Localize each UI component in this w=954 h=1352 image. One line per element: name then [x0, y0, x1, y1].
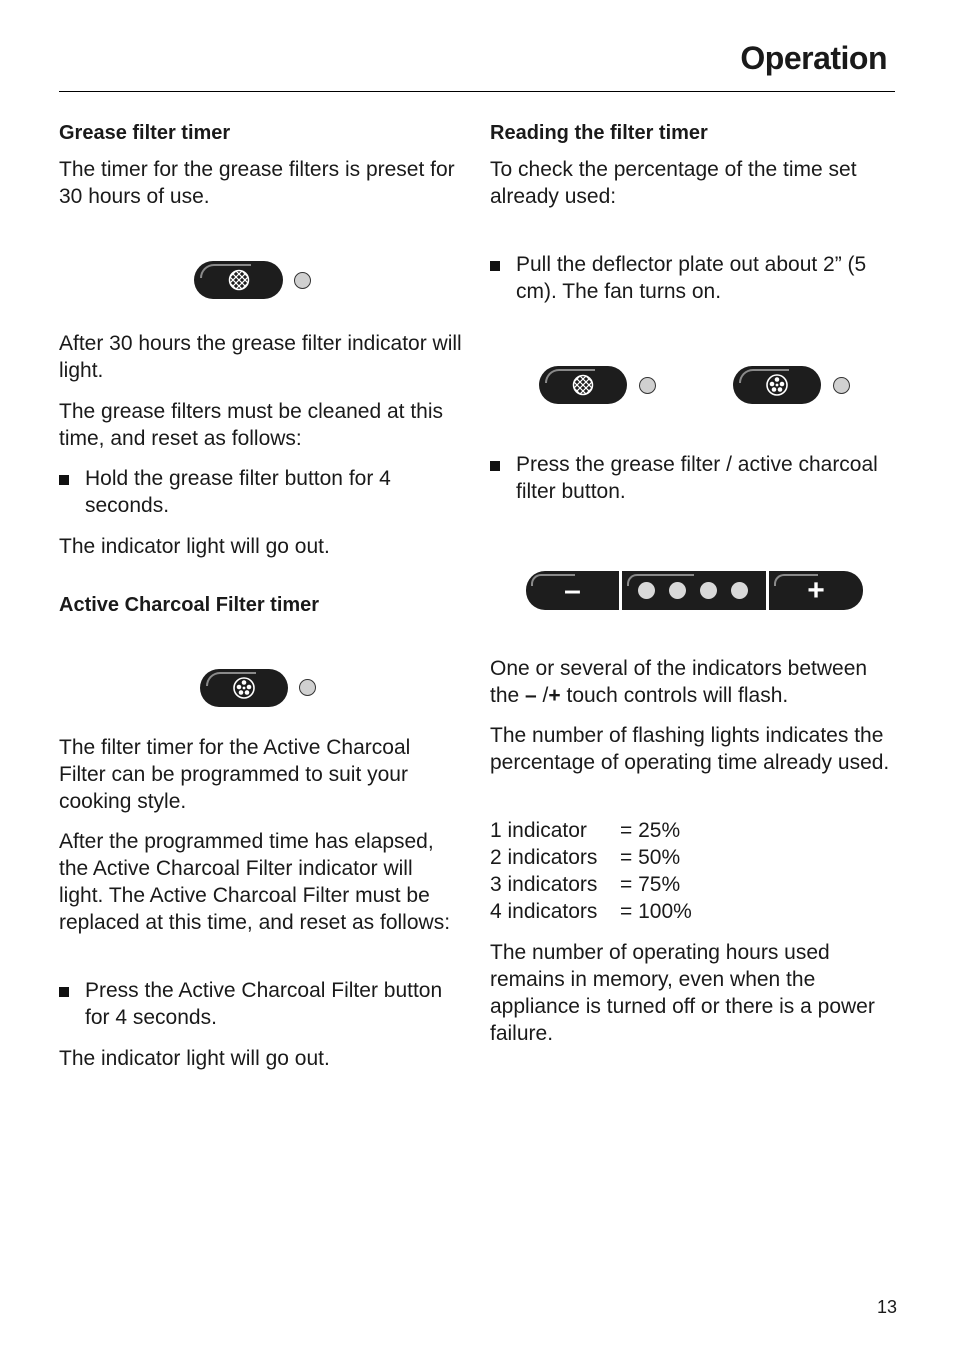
grease-filter-indicator-light — [639, 377, 656, 394]
table-row — [490, 817, 692, 844]
grease-clean-text: The grease filters must be cleaned at this time, and reset as follows: — [59, 400, 444, 450]
grease-filter-icon — [572, 374, 594, 396]
reading-intro-text: To check the percentage of the time set already used: — [490, 158, 857, 208]
grease-after-text: After 30 hours the grease filter indicator will light. — [59, 332, 462, 382]
charcoal-filter-button[interactable] — [200, 669, 288, 707]
percentage-table — [490, 817, 692, 925]
bullet-square-icon — [59, 987, 69, 997]
bullet-square-icon — [490, 261, 500, 271]
flash-text-pre: One or several of the indicators between the — [490, 657, 868, 707]
number-lights-text: The number of flashing lights indicates the percentage of operating time already used. — [490, 724, 890, 774]
table-cell-label: 4 indicators — [490, 900, 598, 923]
deflector-bullet-text: Pull the deflector plate out about 2” (5 cm). The fan turns on. — [516, 253, 867, 303]
table-row — [490, 871, 692, 898]
table-row — [490, 844, 692, 871]
press-button-bullet-item — [490, 451, 906, 505]
grease-filter-icon — [228, 269, 250, 291]
table-cell-label: 2 indicators — [490, 846, 598, 869]
charcoal-filter-indicator-light — [299, 679, 316, 696]
table-cell-value: = 25% — [620, 819, 681, 842]
grease-filter-button[interactable] — [539, 366, 627, 404]
header-rule — [59, 91, 895, 92]
minus-button[interactable] — [526, 571, 619, 610]
flash-sep: / — [536, 684, 549, 707]
flash-plus: + — [548, 684, 561, 707]
charcoal-bullet-text: Press the Active Charcoal Filter button for 4 seconds. — [85, 979, 443, 1029]
plus-button[interactable] — [769, 571, 863, 610]
grease-intro-text: The timer for the grease filters is preset for 30 hours of use. — [59, 158, 455, 208]
flash-minus: – — [525, 684, 537, 707]
table-cell-label: 3 indicators — [490, 873, 598, 896]
table-cell-value: = 75% — [620, 873, 681, 896]
charcoal-filter-indicator-light — [833, 377, 850, 394]
indicator-lights-panel — [622, 571, 766, 610]
charcoal-filter-icon — [765, 373, 789, 397]
charcoal-out-text: The indicator light will go out. — [59, 1047, 330, 1070]
flash-text — [490, 655, 890, 709]
charcoal-bullet-item — [59, 977, 459, 1031]
grease-out-text: The indicator light will go out. — [59, 535, 330, 558]
grease-filter-indicator-light — [294, 272, 311, 289]
grease-bullet-item — [59, 465, 459, 519]
minus-label: – — [564, 574, 581, 607]
grease-filter-heading: Grease filter timer — [59, 122, 231, 144]
charcoal-intro-text: The filter timer for the Active Charcoal Filter can be programmed to suit your cooking style. — [59, 736, 411, 813]
page-number: 13 — [876, 1297, 897, 1317]
table-cell-value: = 50% — [620, 846, 681, 869]
charcoal-filter-heading: Active Charcoal Filter timer — [59, 594, 320, 616]
deflector-bullet-item — [490, 251, 896, 305]
table-cell-value: = 100% — [620, 900, 692, 923]
charcoal-filter-icon — [232, 676, 256, 700]
indicator-dot — [700, 582, 717, 599]
table-row — [490, 898, 692, 925]
memory-text: The number of operating hours used remains in memory, even when the appliance is turned off or there is a power failure. — [490, 941, 875, 1045]
page-title: Operation — [740, 40, 887, 76]
indicator-dot — [669, 582, 686, 599]
grease-bullet-text: Hold the grease filter button for 4 seconds. — [85, 467, 391, 517]
bullet-square-icon — [59, 475, 69, 485]
indicator-dot — [731, 582, 748, 599]
flash-text-post: touch controls will flash. — [560, 684, 789, 707]
table-cell-label: 1 indicator — [490, 819, 587, 842]
bullet-square-icon — [490, 461, 500, 471]
press-button-bullet-text: Press the grease filter / active charcoal filter button. — [516, 453, 878, 503]
reading-timer-heading: Reading the filter timer — [490, 122, 708, 144]
indicator-dot — [638, 582, 655, 599]
charcoal-after-text: After the programmed time has elapsed, the Active Charcoal Filter indicator will light. The Active Charcoal Filter must be replaced at this time, and reset as follows: — [59, 830, 451, 934]
indicator-control-strip — [526, 571, 863, 610]
charcoal-filter-button[interactable] — [733, 366, 821, 404]
plus-label: + — [807, 574, 825, 607]
grease-filter-button[interactable] — [194, 261, 283, 299]
